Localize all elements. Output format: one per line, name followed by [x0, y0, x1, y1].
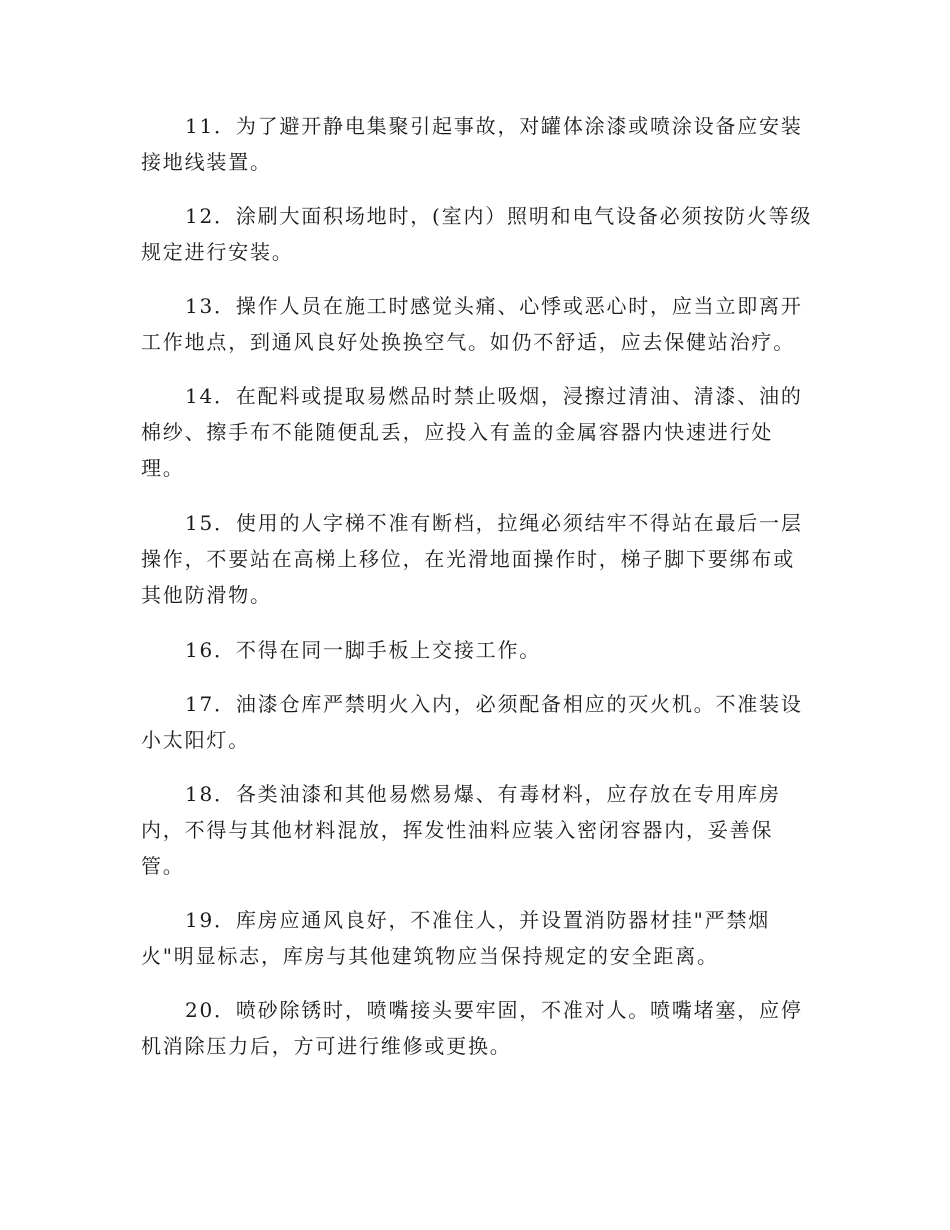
paragraph-line: 棉纱、擦手布不能随便乱丢，应投入有盖的金属容器内快速进行处 [141, 420, 774, 444]
paragraph-19 [141, 902, 821, 974]
paragraph-line: 14．在配料或提取易燃品时禁止吸烟，浸擦过清油、清漆、油的 [185, 384, 803, 408]
paragraph-line: 17．油漆仓库严禁明火入内，必须配备相应的灭火机。不准装设 [185, 692, 803, 716]
paragraph-line: 其他防滑物。 [141, 583, 272, 607]
paragraph-12 [141, 198, 821, 270]
paragraph-line: 18．各类油漆和其他易燃易爆、有毒材料，应存放在专用库房 [185, 782, 781, 806]
paragraph-line: 接地线装置。 [141, 150, 272, 174]
paragraph-11 [141, 108, 821, 180]
paragraph-line: 11．为了避开静电集聚引起事故，对罐体涂漆或喷涂设备应安装 [185, 114, 803, 138]
paragraph-15 [141, 505, 821, 613]
paragraph-line: 小太阳灯。 [141, 728, 250, 752]
paragraph-line: 火"明显标志，库房与其他建筑物应当保持规定的安全距离。 [141, 944, 719, 968]
paragraph-14 [141, 378, 821, 486]
paragraph-line: 内，不得与其他材料混放，挥发性油料应装入密闭容器内，妥善保 [141, 818, 774, 842]
paragraph-17 [141, 686, 821, 758]
paragraph-13 [141, 288, 821, 360]
paragraph-line: 管。 [141, 854, 185, 878]
paragraph-line: 工作地点，到通风良好处换换空气。如仍不舒适，应去保健站治疗。 [141, 330, 795, 354]
paragraph-18 [141, 776, 821, 884]
paragraph-line: 操作，不要站在高梯上移位，在光滑地面操作时，梯子脚下要绑布或 [141, 547, 795, 571]
paragraph-16 [141, 632, 821, 668]
paragraph-line: 理。 [141, 456, 185, 480]
paragraph-line: 机消除压力后，方可进行维修或更换。 [141, 1034, 512, 1058]
paragraph-line: 规定进行安装。 [141, 240, 294, 264]
paragraph-line: 16．不得在同一脚手板上交接工作。 [185, 638, 542, 662]
paragraph-line: 19．库房应通风良好，不准住人，并设置消防器材挂"严禁烟 [185, 908, 771, 932]
paragraph-line: 15．使用的人字梯不准有断档，拉绳必须结牢不得站在最后一层 [185, 511, 803, 535]
paragraph-line: 12．涂刷大面积场地时，(室内）照明和电气设备必须按防火等级 [185, 204, 813, 228]
paragraph-line: 13．操作人员在施工时感觉头痛、心悸或恶心时，应当立即离开 [185, 294, 803, 318]
paragraph-line: 20．喷砂除锈时，喷嘴接头要牢固，不准对人。喷嘴堵塞，应停 [185, 998, 803, 1022]
paragraph-20 [141, 992, 821, 1064]
